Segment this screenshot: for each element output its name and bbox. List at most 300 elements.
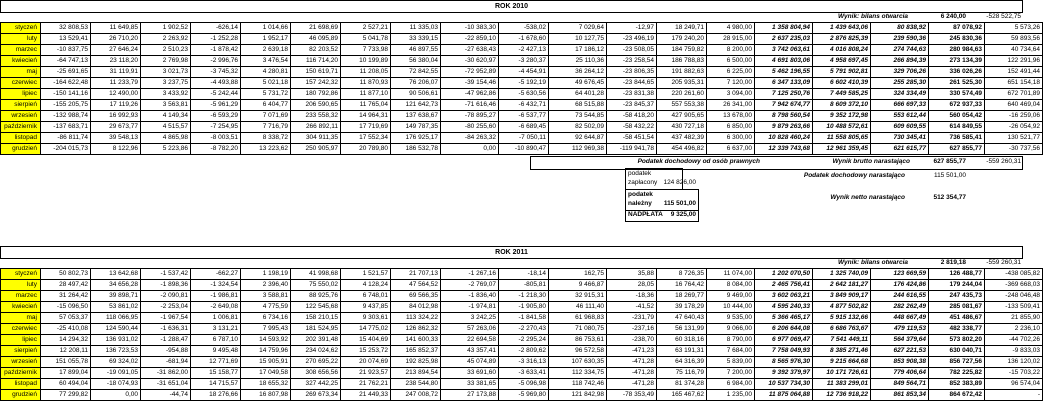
table-cell: - [985, 390, 1043, 401]
opening-balance-value-2: -528 522,75 [986, 13, 1021, 20]
table-cell: 6 347 133,09 [755, 78, 813, 89]
table-cell: 15 905,91 [241, 357, 291, 368]
table-cell: 853 908,38 [871, 357, 929, 368]
table-cell: 176 925,17 [391, 133, 441, 144]
table-cell: 181 524,95 [291, 324, 341, 335]
table-row [1, 34, 1043, 45]
table-cell: 852 383,89 [929, 379, 985, 390]
table-cell: 176 424,86 [871, 280, 929, 291]
table-row [1, 111, 1043, 122]
table-cell: 32 808,53 [41, 23, 91, 34]
podatek-label: Podatek dochodowy od osób prawnych [637, 158, 760, 165]
table-cell: 41 998,68 [291, 269, 341, 280]
table-cell: 72 842,55 [391, 67, 441, 78]
table-cell: 245 830,36 [929, 34, 985, 45]
table-cell: -4 454,91 [499, 67, 549, 78]
table-cell: 180 792,86 [291, 89, 341, 100]
table-cell: 17 719,69 [341, 122, 391, 133]
table-cell: 14 715,57 [191, 379, 241, 390]
table-cell: 64 401,28 [549, 89, 607, 100]
table-cell: 5 041,78 [341, 34, 391, 45]
table-cell: 17 186,12 [549, 45, 607, 56]
table-row [1, 89, 1043, 100]
table-cell: -3 280,37 [499, 56, 549, 67]
table-cell: 126 862,32 [391, 324, 441, 335]
opening-balance-label: Wynik: bilans otwarcia [838, 259, 908, 266]
month-label: maj [1, 313, 41, 324]
table-cell: -5 192,19 [499, 78, 549, 89]
table-cell: -5 969,80 [499, 390, 549, 401]
table-cell: 7 071,69 [241, 111, 291, 122]
table-cell: 53 861,02 [91, 302, 141, 313]
table-cell: -18,36 [607, 291, 657, 302]
table-cell: 45 074,89 [441, 357, 499, 368]
table-cell: -6 432,71 [499, 100, 549, 111]
table-cell: 7 758 049,93 [755, 346, 813, 357]
table-cell: 9 392 379,97 [755, 368, 813, 379]
table-cell: 336 026,26 [929, 67, 985, 78]
table-cell: -8 782,20 [191, 144, 241, 155]
table-cell: -78 895,27 [441, 111, 499, 122]
table-cell: 150 619,71 [291, 67, 341, 78]
table-cell: -1 324,54 [191, 280, 241, 291]
table-row [1, 324, 1043, 335]
table-cell: -2 809,62 [499, 346, 549, 357]
table-cell: 3 849 909,17 [813, 291, 871, 302]
table-cell: 151 055,78 [41, 357, 91, 368]
table-cell: 121 842,98 [549, 390, 607, 401]
brutto-value: 627 855,77 [933, 158, 966, 165]
table-cell: -6 689,45 [499, 122, 549, 133]
table-cell: -47 962,86 [441, 89, 499, 100]
table-cell: 3 563,81 [141, 100, 191, 111]
table-cell: 14 964,31 [341, 111, 391, 122]
table-cell: 6 500,00 [707, 56, 755, 67]
table-cell: -150 141,16 [41, 89, 91, 100]
table-cell: 6 977 069,47 [755, 335, 813, 346]
table-cell: 238 544,80 [391, 379, 441, 390]
table-cell: 2 637 235,03 [755, 34, 813, 45]
table-cell: 15 158,77 [191, 368, 241, 379]
year-header-2011: ROK 2011 [0, 246, 1023, 259]
table-cell: 2 769,98 [141, 56, 191, 67]
table-cell: 16 807,98 [241, 390, 291, 401]
table-cell: 112 334,75 [549, 368, 607, 379]
table-cell: -1 898,36 [141, 280, 191, 291]
table-cell: 864 672,42 [929, 390, 985, 401]
table-cell: 2 236,10 [985, 324, 1043, 335]
table-row [1, 100, 1043, 111]
table-cell: 779 406,64 [871, 368, 929, 379]
table-cell: -31 651,04 [141, 379, 191, 390]
table-cell: 13 678,00 [707, 111, 755, 122]
table-cell: -8 003,51 [191, 133, 241, 144]
table-cell: 285 081,67 [929, 302, 985, 313]
opening-balance-row-2010 [0, 12, 1021, 22]
table-row [1, 302, 1043, 313]
table-cell: 448 667,49 [871, 313, 929, 324]
table-cell: -3 316,13 [499, 357, 549, 368]
table-cell: 77 299,82 [41, 390, 91, 401]
table-cell: 8 609 372,10 [813, 100, 871, 111]
table-cell: 10 488 572,61 [813, 122, 871, 133]
table-cell: 11 335,03 [391, 23, 441, 34]
table-row [1, 144, 1043, 155]
table-cell: 206 590,65 [291, 100, 341, 111]
table-cell: 11 074,00 [707, 269, 755, 280]
table-cell: 43 357,41 [441, 346, 499, 357]
table-cell: 162,75 [549, 269, 607, 280]
table-cell: 23 118,20 [91, 56, 141, 67]
table-cell: 672 937,33 [929, 100, 985, 111]
table-cell: 553 612,44 [871, 111, 929, 122]
table-cell: 8 122,96 [91, 144, 141, 155]
table-cell: -26 054,92 [985, 122, 1043, 133]
table-cell: 21 449,33 [341, 390, 391, 401]
table-cell: 11 558 805,65 [813, 133, 871, 144]
month-label: maj [1, 67, 41, 78]
table-cell: -5 961,29 [191, 100, 241, 111]
table-cell: 13 529,41 [41, 34, 91, 45]
table-cell: 2 642 181,27 [813, 280, 871, 291]
table-cell: 17 049,58 [241, 368, 291, 379]
table-cell: -15 096,50 [41, 302, 91, 313]
table-cell: 17 899,04 [41, 368, 91, 379]
table-cell: 59 893,56 [985, 34, 1043, 45]
table-cell: 60 318,16 [657, 335, 707, 346]
table-cell: 10 171 726,61 [813, 368, 871, 379]
table-cell: 75 116,79 [657, 368, 707, 379]
table-cell: -23 844,65 [607, 78, 657, 89]
table-cell: 28 497,42 [41, 280, 91, 291]
table-cell: 22 694,58 [441, 335, 499, 346]
table-cell: 3 237,75 [141, 78, 191, 89]
table-cell: 137 638,67 [391, 111, 441, 122]
table-cell: 213 894,54 [391, 368, 441, 379]
opening-balance-row-2011 [0, 258, 1021, 268]
table-cell: 28,05 [607, 280, 657, 291]
table-cell: -2 649,08 [191, 302, 241, 313]
table-cell: -538,02 [499, 23, 549, 34]
table-cell: 69 566,35 [391, 291, 441, 302]
table-cell: -25 410,08 [41, 324, 91, 335]
table-cell: 557 553,38 [657, 100, 707, 111]
table-cell: 11 870,93 [341, 78, 391, 89]
table-cell: 21 707,13 [391, 269, 441, 280]
table-cell: 56 131,99 [657, 324, 707, 335]
table-cell: 627 855,77 [929, 144, 985, 155]
table-cell: 621 615,77 [871, 144, 929, 155]
table-cell: -6 593,29 [191, 111, 241, 122]
table-cell: -248 046,48 [985, 291, 1043, 302]
table-cell: 5 462 196,55 [755, 67, 813, 78]
table-cell: 308 656,56 [291, 368, 341, 379]
table-cell: 33 691,60 [441, 368, 499, 379]
table-cell: 479 119,53 [871, 324, 929, 335]
table-cell: 3 602 063,21 [755, 291, 813, 302]
table-cell: 1 902,52 [141, 23, 191, 34]
table-cell: 609 609,55 [871, 122, 929, 133]
table-cell: 8 565 976,30 [755, 357, 813, 368]
table-cell: -369 668,03 [985, 280, 1043, 291]
table-cell: -1 537,42 [141, 269, 191, 280]
table-cell: 27 646,24 [91, 45, 141, 56]
table-cell: 11 383 299,01 [813, 379, 871, 390]
table-cell: -471,28 [607, 379, 657, 390]
table-cell: 666 697,33 [871, 100, 929, 111]
month-label: listopad [1, 133, 41, 144]
table-cell: 192 825,98 [391, 357, 441, 368]
table-cell: 1 202 070,50 [755, 269, 813, 280]
table-cell: 220 261,60 [657, 89, 707, 100]
table-cell: 11 877,10 [341, 89, 391, 100]
table-cell: 12 490,00 [91, 89, 141, 100]
table-cell: 33 381,65 [441, 379, 499, 390]
table-cell: -30 620,97 [441, 56, 499, 67]
table-cell: -133 509,41 [985, 302, 1043, 313]
table-cell: -1 967,54 [141, 313, 191, 324]
table-cell: 92 644,87 [549, 133, 607, 144]
table-cell: -471,28 [607, 368, 657, 379]
table-cell: 136 120,02 [985, 357, 1043, 368]
month-label: sierpień [1, 346, 41, 357]
table-cell: 12 339 743,68 [755, 144, 813, 155]
zaplacony-l2: zapłacony [628, 179, 658, 186]
table-cell: -137 683,71 [41, 122, 91, 133]
table-row [1, 78, 1043, 89]
table-cell: 57 053,37 [41, 313, 91, 324]
table-cell: 437 482,39 [657, 133, 707, 144]
table-cell: 273 134,39 [929, 56, 985, 67]
table-cell: 3 131,21 [191, 324, 241, 335]
table-cell: 76 206,07 [391, 78, 441, 89]
table-cell: -2 769,07 [441, 280, 499, 291]
table-cell: 5 915 132,66 [813, 313, 871, 324]
table-cell: 82 203,52 [291, 45, 341, 56]
table-cell: -10 890,47 [499, 144, 549, 155]
table-row [1, 133, 1043, 144]
table-cell: 17 552,34 [341, 133, 391, 144]
table-cell: 856 727,56 [929, 357, 985, 368]
table-cell: 29 673,77 [91, 122, 141, 133]
table-cell: -5 242,44 [191, 89, 241, 100]
table-cell: -1 267,16 [441, 269, 499, 280]
table-cell: -71 616,46 [441, 100, 499, 111]
month-label: wrzesień [1, 357, 41, 368]
table-row [1, 357, 1043, 368]
table-cell: -3 633,41 [499, 368, 549, 379]
table-cell: -7 050,11 [499, 133, 549, 144]
table-cell: 234 024,62 [291, 346, 341, 357]
table-cell: -16 259,06 [985, 111, 1043, 122]
table-cell: -1 252,28 [191, 34, 241, 45]
table-cell: 614 849,55 [929, 122, 985, 133]
table-cell: 11 765,04 [341, 100, 391, 111]
table-cell: 482 338,77 [929, 324, 985, 335]
table-cell: 81 374,28 [657, 379, 707, 390]
table-cell: 6 206 644,08 [755, 324, 813, 335]
table-cell: 4 128,24 [341, 280, 391, 291]
table-cell: 5 731,72 [241, 89, 291, 100]
table-cell: 165 467,62 [657, 390, 707, 401]
table-cell: 4 691 803,06 [755, 56, 813, 67]
table-cell: 1 198,19 [241, 269, 291, 280]
table-cell: -1 836,40 [441, 291, 499, 302]
table-cell: 116 714,20 [291, 56, 341, 67]
table-cell: 179 244,04 [929, 280, 985, 291]
table-cell: -39 154,46 [441, 78, 499, 89]
table-cell: 61 968,83 [549, 313, 607, 324]
table-cell: -471,23 [607, 346, 657, 357]
table-cell: -41,52 [607, 302, 657, 313]
table-cell: -238,70 [607, 335, 657, 346]
table-cell: -23 258,54 [607, 56, 657, 67]
table-cell: 9 303,61 [341, 313, 391, 324]
table-cell: -30 737,56 [985, 144, 1043, 155]
table-row [1, 56, 1043, 67]
table-cell: 63 191,31 [657, 346, 707, 357]
table-cell: 1 521,57 [341, 269, 391, 280]
table-cell: 282 262,49 [871, 302, 929, 313]
table-cell: 14 775,02 [341, 324, 391, 335]
table-cell: 454 496,82 [657, 144, 707, 155]
table-cell: 239 590,36 [871, 34, 929, 45]
table-cell: 11 208,05 [341, 67, 391, 78]
table-cell: 118 742,46 [549, 379, 607, 390]
table-cell: -1 905,80 [499, 302, 549, 313]
table-cell: 849 564,71 [871, 379, 929, 390]
table-cell: -10 837,75 [41, 45, 91, 56]
table-cell: 64 316,39 [657, 357, 707, 368]
table-cell: 1 235,00 [707, 390, 755, 401]
table-cell: 11 233,79 [91, 78, 141, 89]
month-label: luty [1, 34, 41, 45]
table-cell: 15 253,72 [341, 346, 391, 357]
table-row [1, 368, 1043, 379]
table-cell: 2 639,18 [241, 45, 291, 56]
table-cell: 96 572,58 [549, 346, 607, 357]
table-cell: -15 703,22 [985, 368, 1043, 379]
table-cell: 280 984,63 [929, 45, 985, 56]
table-cell: 9 495,48 [191, 346, 241, 357]
table-cell: 430 727,18 [657, 122, 707, 133]
month-label: październik [1, 122, 41, 133]
table-cell: 60 494,04 [41, 379, 91, 390]
table-cell: 7 120,00 [707, 78, 755, 89]
table-cell: 2 527,21 [341, 23, 391, 34]
month-label: październik [1, 368, 41, 379]
table-cell: 329 706,26 [871, 67, 929, 78]
table-cell: 7 716,79 [241, 122, 291, 133]
table-cell: -18,14 [499, 269, 549, 280]
table-cell: 14 759,96 [241, 346, 291, 357]
table-row [1, 45, 1043, 56]
table-cell: 1 952,17 [241, 34, 291, 45]
table-cell: 736 585,41 [929, 133, 985, 144]
table-cell: 2 876 825,39 [813, 34, 871, 45]
table-cell: 179 240,20 [657, 34, 707, 45]
table-cell: 7 449 585,25 [813, 89, 871, 100]
brutto-value-2: -559 260,31 [986, 158, 1021, 165]
table-cell: 324 334,49 [871, 89, 929, 100]
table-row [1, 280, 1043, 291]
month-label: marzec [1, 45, 41, 56]
table-cell: 10 444,00 [707, 302, 755, 313]
table-cell: 630 040,71 [929, 346, 985, 357]
table-cell: -5 096,98 [499, 379, 549, 390]
table-cell: -22 859,10 [441, 34, 499, 45]
table-cell: -2 090,81 [141, 291, 191, 302]
table-cell: 10 127,75 [549, 34, 607, 45]
opening-balance-label: Wynik: bilans otwarcia [838, 13, 908, 20]
table-row [1, 313, 1043, 324]
month-label: grudzień [1, 390, 41, 401]
table-cell: 5 223,86 [141, 144, 191, 155]
table-cell: 7 541 449,11 [813, 335, 871, 346]
table-cell: 123 669,59 [871, 269, 929, 280]
table-cell: 126 488,77 [929, 269, 985, 280]
table-cell: 33 339,15 [391, 34, 441, 45]
table-cell: 12 771,69 [191, 357, 241, 368]
table-cell: 46 897,55 [391, 45, 441, 56]
table-cell: 2 396,40 [241, 280, 291, 291]
table-row [1, 346, 1043, 357]
table-cell: 6 602 410,39 [813, 78, 871, 89]
table-cell: -44 702,26 [985, 335, 1043, 346]
table-cell: -1 218,30 [499, 291, 549, 302]
table-cell: 0,00 [441, 144, 499, 155]
table-cell: 6 850,00 [707, 122, 755, 133]
month-label: marzec [1, 291, 41, 302]
year-header-2010: ROK 2010 [0, 0, 1023, 13]
table-cell: 9 466,87 [549, 280, 607, 291]
table-cell: 640 469,04 [985, 100, 1043, 111]
table-cell: 10 828 460,24 [755, 133, 813, 144]
opening-balance-value-2: -559 260,31 [986, 259, 1021, 266]
table-cell: 4 775,59 [241, 302, 291, 313]
table-cell: 573 802,20 [929, 335, 985, 346]
table-cell: 8 200,00 [707, 45, 755, 56]
table-cell: -231,79 [607, 313, 657, 324]
table-cell: 6 404,77 [241, 100, 291, 111]
table-cell: 47 640,43 [657, 313, 707, 324]
table-cell: 186 788,83 [657, 56, 707, 67]
table-cell: 4 149,34 [141, 111, 191, 122]
table-cell: 7 684,00 [707, 346, 755, 357]
table-cell: 427 905,65 [657, 111, 707, 122]
table-cell: 261 525,30 [929, 78, 985, 89]
month-label: sierpień [1, 100, 41, 111]
table-cell: -471,28 [607, 357, 657, 368]
table-cell: 8 726,35 [657, 269, 707, 280]
table-cell: -86 811,74 [41, 133, 91, 144]
table-cell: 4 280,81 [241, 67, 291, 78]
opening-balance-value: 6 240,00 [940, 13, 966, 20]
table-row [1, 291, 1043, 302]
table-cell: 136 931,02 [91, 335, 141, 346]
table-cell: 250 905,97 [291, 144, 341, 155]
table-cell: 165 852,37 [391, 346, 441, 357]
table-cell: 186 532,78 [391, 144, 441, 155]
table-cell: -626,14 [191, 23, 241, 34]
table-cell: 6 787,10 [191, 335, 241, 346]
table-cell: -119 941,78 [607, 144, 657, 155]
table-cell: 672 701,89 [985, 89, 1043, 100]
table-cell: 82 502,09 [549, 122, 607, 133]
table-cell: -31 862,00 [141, 368, 191, 379]
table-cell: 21 923,57 [341, 368, 391, 379]
table-cell: 5 839,00 [707, 357, 755, 368]
